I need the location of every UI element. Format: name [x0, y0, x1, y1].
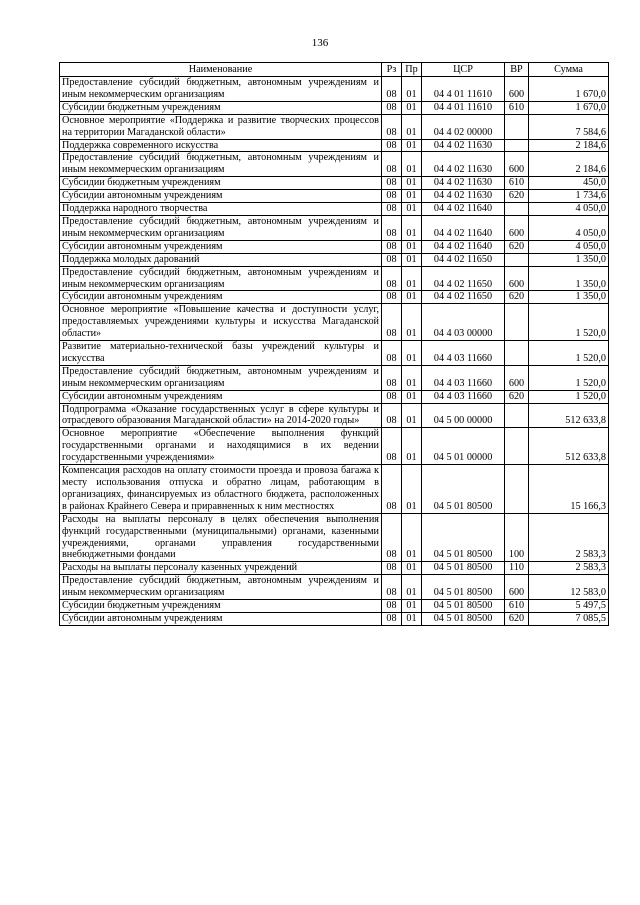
cell-csr: 04 4 02 11650 — [422, 291, 505, 304]
cell-sum: 2 184,6 — [529, 139, 609, 152]
cell-pr: 01 — [402, 177, 422, 190]
cell-csr: 04 4 02 11640 — [422, 203, 505, 216]
table-row — [60, 253, 609, 266]
cell-name: Предоставление субсидий бюджетным, автономным учреждениям и иным некоммерческим организациям — [60, 215, 382, 240]
cell-vr — [505, 304, 529, 341]
cell-csr: 04 5 01 80500 — [422, 612, 505, 625]
cell-pr: 01 — [402, 465, 422, 514]
cell-vr: 620 — [505, 291, 529, 304]
cell-vr — [505, 428, 529, 465]
cell-pr: 01 — [402, 304, 422, 341]
cell-sum: 2 583,3 — [529, 562, 609, 575]
cell-vr — [505, 139, 529, 152]
cell-sum: 2 184,6 — [529, 152, 609, 177]
cell-sum: 12 583,0 — [529, 575, 609, 600]
cell-sum: 1 520,0 — [529, 341, 609, 366]
cell-rz: 08 — [382, 190, 402, 203]
cell-pr: 01 — [402, 101, 422, 114]
cell-vr: 620 — [505, 190, 529, 203]
cell-rz: 08 — [382, 215, 402, 240]
header-vr: ВР — [505, 63, 529, 77]
cell-csr: 04 5 01 80500 — [422, 465, 505, 514]
cell-vr: 600 — [505, 266, 529, 291]
header-pr: Пр — [402, 63, 422, 77]
cell-sum: 1 350,0 — [529, 253, 609, 266]
cell-pr: 01 — [402, 513, 422, 562]
cell-name: Предоставление субсидий бюджетным, автономным учреждениям и иным некоммерческим организациям — [60, 575, 382, 600]
cell-rz: 08 — [382, 428, 402, 465]
header-name: Наименование — [60, 63, 382, 77]
cell-rz: 08 — [382, 575, 402, 600]
cell-csr: 04 5 01 80500 — [422, 575, 505, 600]
cell-name: Развитие материально-технической базы учреждений культуры и искусства — [60, 341, 382, 366]
cell-rz: 08 — [382, 77, 402, 102]
cell-sum: 7 085,5 — [529, 612, 609, 625]
table-row — [60, 575, 609, 600]
cell-rz: 08 — [382, 139, 402, 152]
cell-sum: 450,0 — [529, 177, 609, 190]
header-sum: Сумма — [529, 63, 609, 77]
cell-pr: 01 — [402, 152, 422, 177]
cell-vr: 610 — [505, 600, 529, 613]
cell-csr: 04 4 02 11630 — [422, 152, 505, 177]
table-row — [60, 215, 609, 240]
cell-rz: 08 — [382, 341, 402, 366]
table-row — [60, 266, 609, 291]
table-row — [60, 77, 609, 102]
cell-sum: 4 050,0 — [529, 215, 609, 240]
cell-pr: 01 — [402, 240, 422, 253]
cell-vr: 620 — [505, 390, 529, 403]
cell-vr: 110 — [505, 562, 529, 575]
cell-rz: 08 — [382, 291, 402, 304]
cell-rz: 08 — [382, 562, 402, 575]
cell-name: Основное мероприятие «Обеспечение выполнения функций государственными органами и находящимися в их ведении государственными учреждениями» — [60, 428, 382, 465]
cell-pr: 01 — [402, 253, 422, 266]
cell-rz: 08 — [382, 253, 402, 266]
table-body — [60, 77, 609, 626]
cell-sum: 15 166,3 — [529, 465, 609, 514]
table-row — [60, 240, 609, 253]
table-row — [60, 513, 609, 562]
cell-sum: 512 633,8 — [529, 428, 609, 465]
cell-pr: 01 — [402, 139, 422, 152]
cell-vr — [505, 203, 529, 216]
cell-vr: 620 — [505, 240, 529, 253]
cell-csr: 04 4 03 11660 — [422, 341, 505, 366]
cell-name: Предоставление субсидий бюджетным, автономным учреждениям и иным некоммерческим организациям — [60, 152, 382, 177]
cell-pr: 01 — [402, 203, 422, 216]
cell-name: Основное мероприятие «Повышение качества и доступности услуг, предоставляемых учреждениями культуры и искусства Магаданской области» — [60, 304, 382, 341]
cell-rz: 08 — [382, 403, 402, 428]
cell-pr: 01 — [402, 390, 422, 403]
cell-name: Субсидии автономным учреждениям — [60, 291, 382, 304]
cell-csr: 04 4 02 11640 — [422, 215, 505, 240]
cell-pr: 01 — [402, 190, 422, 203]
cell-rz: 08 — [382, 101, 402, 114]
table-row — [60, 152, 609, 177]
cell-csr: 04 4 01 11610 — [422, 101, 505, 114]
cell-name: Поддержка современного искусства — [60, 139, 382, 152]
table-row — [60, 190, 609, 203]
table-row — [60, 428, 609, 465]
cell-vr — [505, 253, 529, 266]
table-row — [60, 562, 609, 575]
cell-name: Субсидии автономным учреждениям — [60, 190, 382, 203]
cell-name: Подпрограмма «Оказание государственных услуг в сфере культуры и отрасдевого образования Магаданской области» на 2014-2020 годы» — [60, 403, 382, 428]
cell-sum: 4 050,0 — [529, 203, 609, 216]
cell-name: Компенсация расходов на оплату стоимости проезда и провоза багажа к месту использования отпуска и обратно лицам, работающим в организациях, финансируемых из областного бюджета, расположенных в районах Крайнего Севера и приравненных к ним местностях — [60, 465, 382, 514]
cell-vr — [505, 403, 529, 428]
cell-name: Расходы на выплаты персоналу казенных учреждений — [60, 562, 382, 575]
cell-rz: 08 — [382, 240, 402, 253]
cell-pr: 01 — [402, 266, 422, 291]
cell-csr: 04 4 02 11630 — [422, 139, 505, 152]
cell-sum: 2 583,3 — [529, 513, 609, 562]
cell-rz: 08 — [382, 152, 402, 177]
header-rz: Рз — [382, 63, 402, 77]
cell-pr: 01 — [402, 600, 422, 613]
table-row — [60, 600, 609, 613]
cell-pr: 01 — [402, 562, 422, 575]
cell-sum: 1 520,0 — [529, 365, 609, 390]
page-number: 136 — [311, 37, 329, 49]
cell-pr: 01 — [402, 291, 422, 304]
table-row — [60, 465, 609, 514]
table-row — [60, 390, 609, 403]
cell-vr — [505, 341, 529, 366]
cell-rz: 08 — [382, 600, 402, 613]
cell-vr: 610 — [505, 101, 529, 114]
table-row — [60, 291, 609, 304]
table-row — [60, 139, 609, 152]
table-row — [60, 403, 609, 428]
cell-sum: 4 050,0 — [529, 240, 609, 253]
cell-rz: 08 — [382, 390, 402, 403]
cell-pr: 01 — [402, 575, 422, 600]
cell-vr: 600 — [505, 77, 529, 102]
cell-name: Субсидии бюджетным учреждениям — [60, 101, 382, 114]
cell-name: Субсидии автономным учреждениям — [60, 390, 382, 403]
cell-pr: 01 — [402, 428, 422, 465]
table-row — [60, 612, 609, 625]
cell-csr: 04 5 01 80500 — [422, 513, 505, 562]
table-row — [60, 203, 609, 216]
cell-csr: 04 4 02 00000 — [422, 114, 505, 139]
cell-csr: 04 4 02 11630 — [422, 190, 505, 203]
cell-vr: 100 — [505, 513, 529, 562]
cell-name: Предоставление субсидий бюджетным, автономным учреждениям и иным некоммерческим организациям — [60, 266, 382, 291]
cell-name: Субсидии бюджетным учреждениям — [60, 600, 382, 613]
cell-rz: 08 — [382, 612, 402, 625]
cell-csr: 04 4 02 11650 — [422, 253, 505, 266]
cell-name: Расходы на выплаты персоналу в целях обеспечения выполнения функций государственными (муниципальными) органами, казенными учреждениями, органами управления государственными внебюджетными фондами — [60, 513, 382, 562]
cell-name: Предоставление субсидий бюджетным, автономным учреждениям и иным некоммерческим организациям — [60, 365, 382, 390]
cell-rz: 08 — [382, 304, 402, 341]
cell-rz: 08 — [382, 203, 402, 216]
cell-vr — [505, 465, 529, 514]
cell-sum: 5 497,5 — [529, 600, 609, 613]
cell-pr: 01 — [402, 341, 422, 366]
cell-name: Субсидии бюджетным учреждениям — [60, 177, 382, 190]
cell-vr: 600 — [505, 365, 529, 390]
cell-csr: 04 4 01 11610 — [422, 77, 505, 102]
cell-csr: 04 5 01 00000 — [422, 428, 505, 465]
table-header-row — [60, 63, 609, 77]
cell-pr: 01 — [402, 114, 422, 139]
cell-rz: 08 — [382, 513, 402, 562]
cell-pr: 01 — [402, 77, 422, 102]
cell-vr: 600 — [505, 575, 529, 600]
cell-name: Поддержка народного творчества — [60, 203, 382, 216]
cell-name: Предоставление субсидий бюджетным, автономным учреждениям и иным некоммерческим организациям — [60, 77, 382, 102]
cell-csr: 04 4 02 11630 — [422, 177, 505, 190]
cell-vr: 610 — [505, 177, 529, 190]
table-row — [60, 365, 609, 390]
cell-name: Субсидии автономным учреждениям — [60, 612, 382, 625]
header-csr: ЦСР — [422, 63, 505, 77]
cell-rz: 08 — [382, 114, 402, 139]
cell-sum: 1 670,0 — [529, 101, 609, 114]
cell-sum: 1 520,0 — [529, 390, 609, 403]
cell-csr: 04 4 03 00000 — [422, 304, 505, 341]
table-row — [60, 114, 609, 139]
cell-vr: 600 — [505, 152, 529, 177]
cell-name: Поддержка молодых дарований — [60, 253, 382, 266]
cell-csr: 04 4 03 11660 — [422, 365, 505, 390]
budget-table — [59, 62, 609, 626]
cell-rz: 08 — [382, 177, 402, 190]
cell-rz: 08 — [382, 365, 402, 390]
cell-vr: 620 — [505, 612, 529, 625]
cell-sum: 1 350,0 — [529, 266, 609, 291]
cell-rz: 08 — [382, 465, 402, 514]
cell-pr: 01 — [402, 612, 422, 625]
cell-sum: 1 670,0 — [529, 77, 609, 102]
cell-sum: 512 633,8 — [529, 403, 609, 428]
cell-pr: 01 — [402, 215, 422, 240]
cell-csr: 04 5 01 80500 — [422, 562, 505, 575]
table-row — [60, 101, 609, 114]
cell-sum: 1 520,0 — [529, 304, 609, 341]
cell-name: Основное мероприятие «Поддержка и развитие творческих процессов на территории Магаданской области» — [60, 114, 382, 139]
cell-csr: 04 4 02 11640 — [422, 240, 505, 253]
cell-csr: 04 4 03 11660 — [422, 390, 505, 403]
table-row — [60, 177, 609, 190]
cell-rz: 08 — [382, 266, 402, 291]
cell-sum: 1 350,0 — [529, 291, 609, 304]
cell-pr: 01 — [402, 403, 422, 428]
cell-vr — [505, 114, 529, 139]
cell-pr: 01 — [402, 365, 422, 390]
cell-csr: 04 4 02 11650 — [422, 266, 505, 291]
cell-sum: 7 584,6 — [529, 114, 609, 139]
table-row — [60, 341, 609, 366]
cell-vr: 600 — [505, 215, 529, 240]
cell-csr: 04 5 00 00000 — [422, 403, 505, 428]
cell-name: Субсидии автономным учреждениям — [60, 240, 382, 253]
cell-csr: 04 5 01 80500 — [422, 600, 505, 613]
table-row — [60, 304, 609, 341]
cell-sum: 1 734,6 — [529, 190, 609, 203]
